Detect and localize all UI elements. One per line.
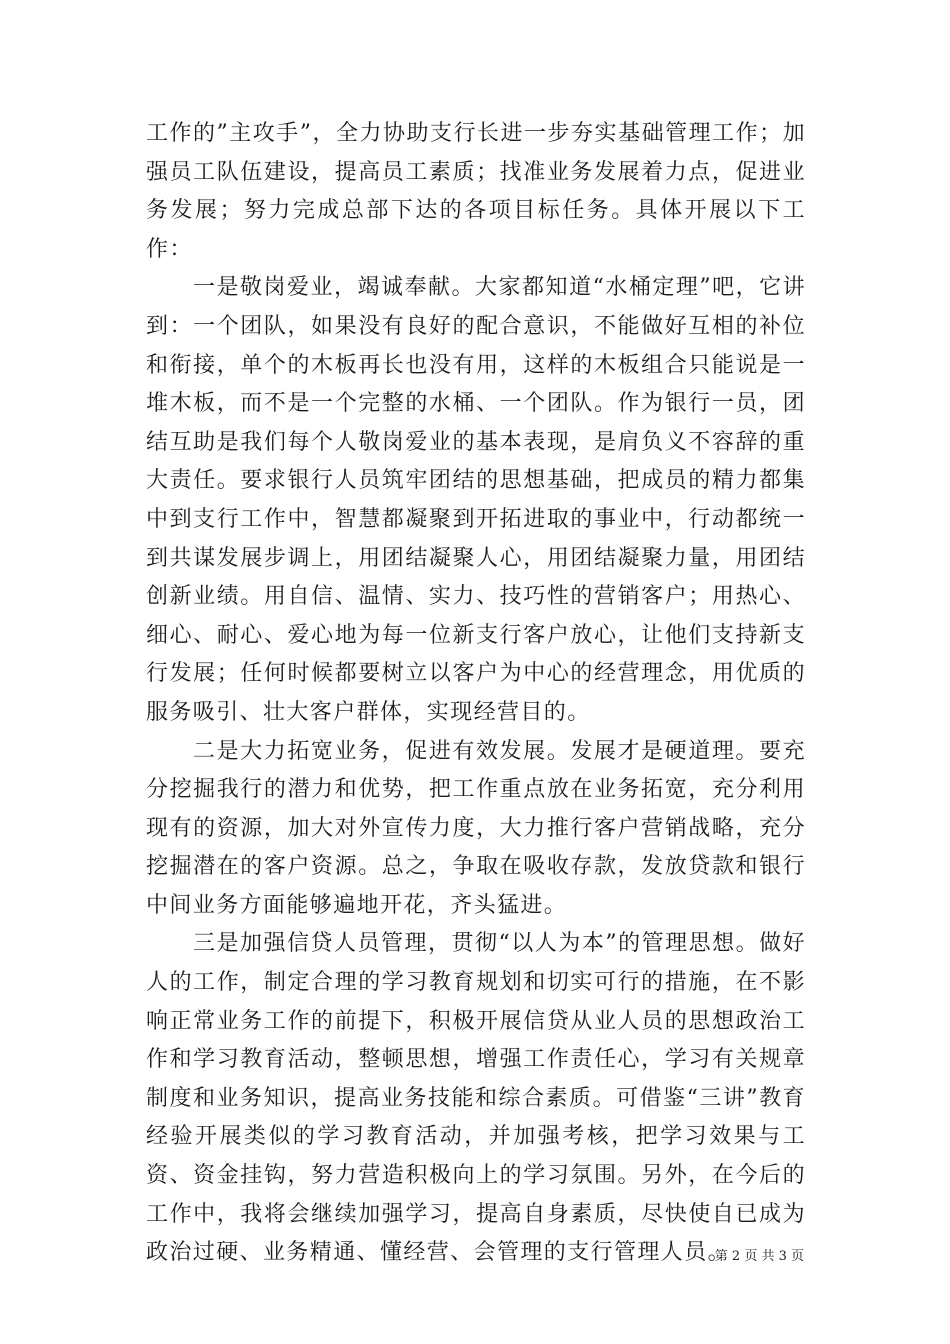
paragraph-point-two: 二是大力拓宽业务，促进有效发展。发展才是硬道理。要充分挖掘我行的潜力和优势，把工作重点放在业务拓宽，充分利用现有的资源，加大对外宣传力度，大力推行客户营销战略，充分挖掘潜在的客户资源。总之，争取在吸收存款，发放贷款和银行中间业务方面能够遍地开花，齐头猛进。 (146, 738, 806, 918)
paragraph-point-three: 三是加强信贷人员管理，贯彻“以人为本”的管理思想。做好人的工作，制定合理的学习教育规划和切实可行的措施，在不影响正常业务工作的前提下，积极开展信贷从业人员的思想政治工作和学习教育活动，整顿思想，增强工作责任心，学习有关规章制度和业务知识，提高业务技能和综合素质。可借鉴“三讲”教育经验开展类似的学习教育活动，并加强考核，把学习效果与工资、资金挂钩，努力营造积极向上的学习氛围。另外，在今后的工作中，我将会继续加强学习，提高自身素质，尽快使自已成为政治过硬、业务精通、懂经营、会管理的支行管理人员。 (146, 931, 806, 1266)
page-number-footer: 第 2 页 共 3 页 (714, 1249, 804, 1264)
paragraph-intro-continuation: 工作的”主攻手”，全力协助支行长进一步夯实基础管理工作；加强员工队伍建设，提高员工素质；找准业务发展着力点，促进业务发展；努力完成总部下达的各项目标任务。具体开展以下工作： (146, 121, 806, 262)
paragraph-point-one: 一是敬岗爱业，竭诚奉献。大家都知道“水桶定理”吧，它讲到：一个团队，如果没有良好的配合意识，不能做好互相的补位和衔接，单个的木板再长也没有用，这样的木板组合只能说是一堆木板，而不是一个完整的水桶、一个团队。作为银行一员，团结互助是我们每个人敬岗爱业的基本表现，是肩负义不容辞的重大责任。要求银行人员筑牢团结的思想基础，把成员的精力都集中到支行工作中，智慧都凝聚到开拓进取的事业中，行动都统一到共谋发展步调上，用团结凝聚人心，用团结凝聚力量，用团结创新业绩。用自信、温情、实力、技巧性的营销客户；用热心、细心、耐心、爱心地为每一位新支行客户放心，让他们支持新支行发展；任何时候都要树立以客户为中心的经营理念，用优质的服务吸引、壮大客户群体，实现经营目的。 (146, 275, 806, 725)
document-body (146, 115, 806, 1273)
